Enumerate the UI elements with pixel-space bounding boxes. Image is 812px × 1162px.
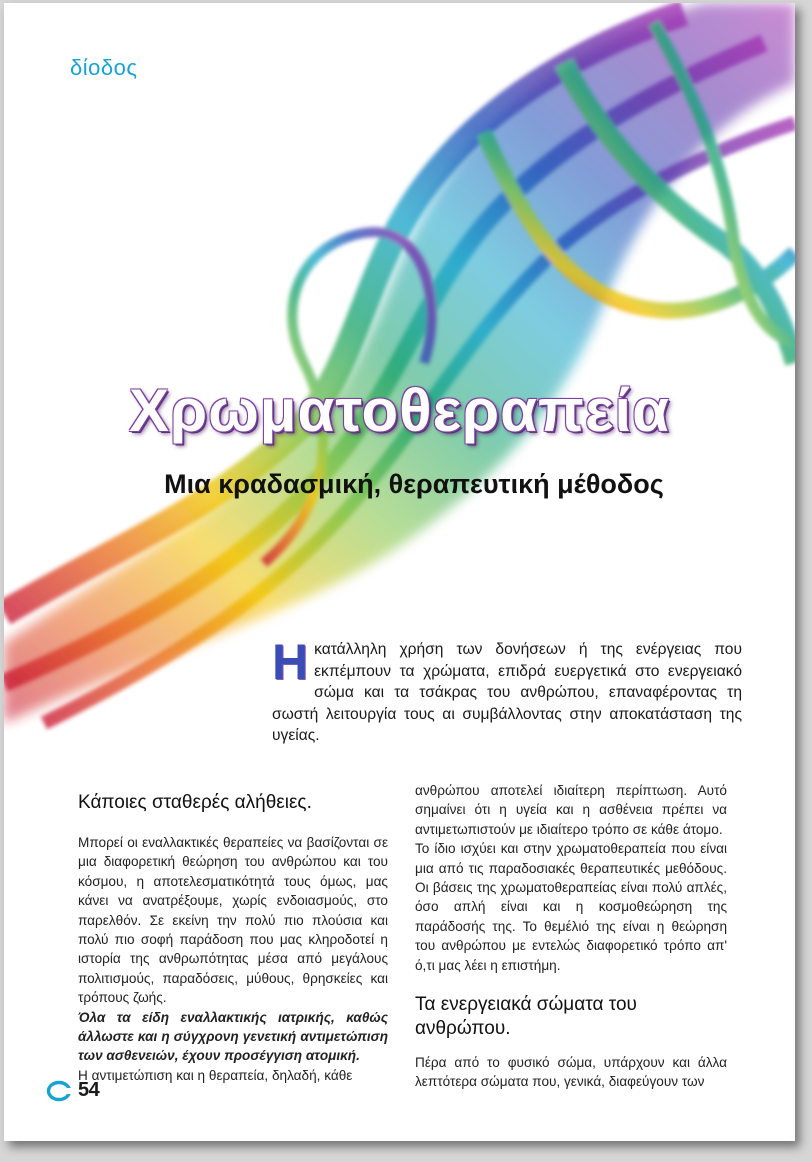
dropcap: Η (272, 634, 309, 690)
text-column-right (415, 781, 727, 1092)
article-title: Χρωματοθεραπεία (128, 377, 671, 444)
brand-logo: δίοδος (70, 55, 138, 80)
intro-text: κατάλληλη χρήση των δονήσεων ή της ενέργειας που εκπέμπουν τα χρώματα, επιδρά ευεργετικά στο ενεργειακό σώμα και τα τσάκρας του ανθρώπου, επαναφέροντας τη σωστή λειτουργία τους αι συμβάλλοντας στην αποκατάσταση της υγείας. (272, 641, 742, 744)
section-heading-truths: Κάποιες σταθερές αλήθειες. (78, 792, 312, 813)
paragraph: Το ίδιο ισχύει και στην χρωματοθεραπεία που είναι μια από τις παραδοσιακές θεραπευτικές μεθόδους. Οι βάσεις της χρωματοθεραπείας είναι πολύ απλές, όσο απλή είναι και η κοσμοθεώρηση της παράδοσής της. Το θεμέλιό της είναι η θεώρηση του ανθρώπου με εντελώς διαφορετικό τρόπο απ' ό,τι μας λέει η επιστήμη. (415, 841, 727, 973)
magazine-page (4, 3, 795, 1141)
article-subtitle: Μια κραδασμική, θεραπευτική μέθοδος (164, 469, 664, 499)
paragraph: Πέρα από το φυσικό σώμα, υπάρχουν και άλλα λεπτότερα σώματα που, γενικά, διαφεύγουν των (415, 1055, 727, 1090)
emphasis-paragraph: Όλα τα είδη εναλλακτικής ιατρικής, καθώς άλλωστε και η σύγχρονη γενετική αντιμετώπιση των ασθενειών, έχουν προσέγγιση ατομική. (78, 1009, 388, 1064)
page-footer (46, 1079, 99, 1102)
section-heading-energy-bodies: Τα ενεργειακά σώματα του ανθρώπου. (415, 994, 637, 1040)
text-column-left (78, 787, 388, 1085)
page-number: 54 (78, 1079, 100, 1101)
intro-paragraph (272, 634, 742, 747)
ring-icon (46, 1080, 72, 1102)
paragraph: ανθρώπου αποτελεί ιδιαίτερη περίπτωση. Αυτό σημαίνει ότι η υγεία και η ασθένεια πρέπει να αντιμετωπιστούν με ιδιαίτερο τρόπο σε κάθε άτομο. (415, 783, 727, 837)
paragraph: Μπορεί οι εναλλακτικές θεραπείες να βασίζονται σε μια διαφορετική θεώρηση του ανθρώπου και του κόσμου, η αποτελεσματικότητά τους όμως, μας κάνει να ανατρέξουμε, χωρίς ενδοιασμούς, στο παρελθόν. Σε εκείνη την πολύ πιο πλούσια και πολύ πιο σοφή παράδοση που μας κληροδοτεί η ιστορία της ανθρωπότητας μέσα από μεγάλους πολιτισμούς, παραδόσεις, μύθους, θρησκείες και τρόπους ζωής. (78, 835, 388, 1006)
paragraph: Η αντιμετώπιση και η θεραπεία, δηλαδή, κάθε (78, 1067, 353, 1083)
